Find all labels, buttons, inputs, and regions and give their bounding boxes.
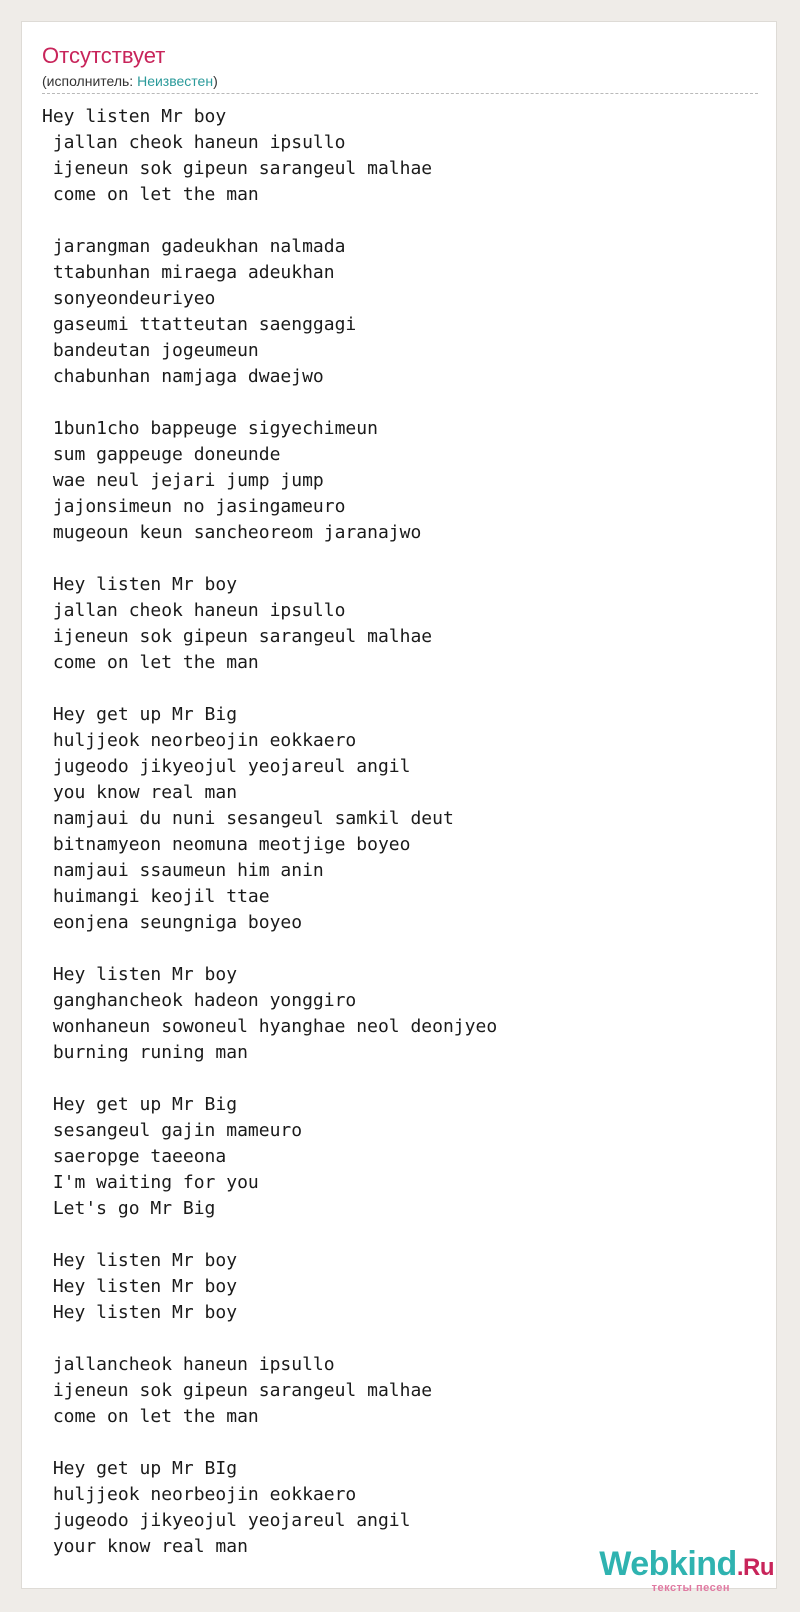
site-logo[interactable] (599, 1546, 774, 1594)
artist-line (42, 72, 218, 90)
artist-suffix: ) (213, 73, 218, 89)
logo-wordmark (599, 1546, 774, 1586)
logo-tld: .Ru (736, 1554, 774, 1581)
artist-prefix: (исполнитель: (42, 73, 138, 89)
logo-tagline: тексты песен (651, 1582, 730, 1594)
lyrics-text: Hey listen Mr boy jallan cheok haneun ipsullo ijeneun sok gipeun sarangeul malhae come on let the man jarangman gadeukhan nalmada ttabunhan miraega adeukhan sonyeondeuriyeo gaseumi ttatteutan saenggagi bandeutan jogeumeun chabunhan namjaga dwaejwo 1bun1cho bappeuge sigyechimeun sum gappeuge doneunde wae neul jejari jump jump jajonsimeun no jasingameuro mugeoun keun sancheoreom jaranajwo Hey listen Mr boy jallan cheok haneun ipsullo ijeneun sok gipeun sarangeul malhae come on let the man Hey get up Mr Big huljjeok neorbeojin eokkaero jugeodo jikyeojul yeojareul angil you know real man namjaui du nuni sesangeul samkil deut bitnamyeon neomuna meotjige boyeo namjaui ssaumeun him anin huimangi keojil ttae eonjena seungniga boyeo Hey listen Mr boy ganghancheok hadeon yonggiro wonhaneun sowoneul hyanghae neol deonjyeo burning runing man Hey get up Mr Big sesangeul gajin mameuro saeropge taeeona I'm waiting for you Let's go Mr Big Hey listen Mr boy Hey listen Mr boy Hey listen Mr boy jallancheok haneun ipsullo ijeneun sok gipeun sarangeul malhae come on let the man Hey get up Mr BIg huljjeok neorbeojin eokkaero jugeodo jikyeojul yeojareul angil your know real man (42, 106, 498, 1557)
content-card (21, 21, 777, 1589)
page-title: Отсутствует (42, 43, 166, 68)
divider (42, 93, 758, 94)
artist-link[interactable]: Неизвестен (137, 73, 214, 89)
logo-name: Webkind (599, 1545, 737, 1583)
